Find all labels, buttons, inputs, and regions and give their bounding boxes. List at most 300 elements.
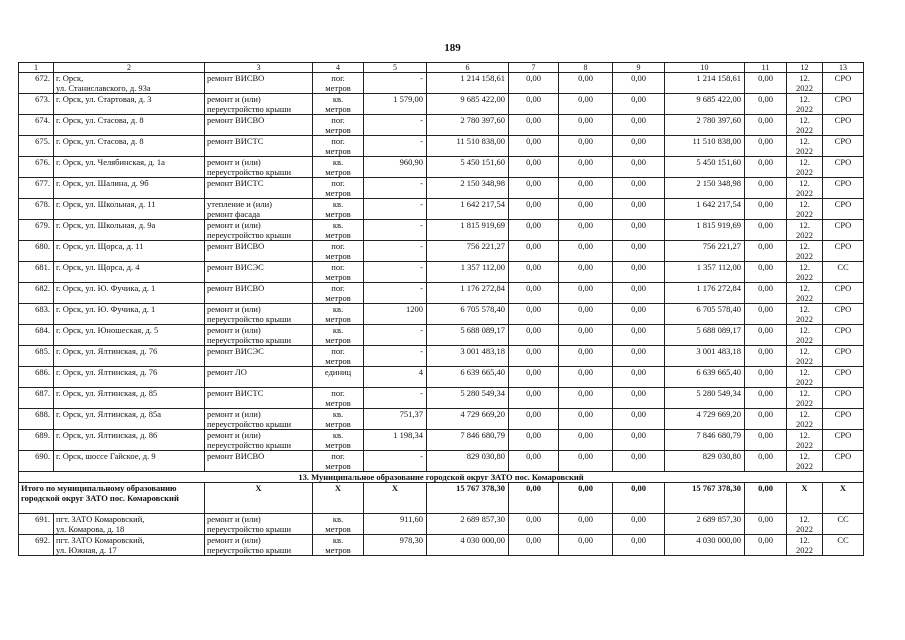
work-type-cell-line: ремонт и (или) (207, 304, 261, 314)
date-cell-line: 12. (799, 451, 810, 461)
column-header-1: 1 (19, 63, 54, 73)
col10-cell: 5 450 151,60 (665, 157, 745, 178)
column-header-3: 3 (205, 63, 313, 73)
address-cell-line: г. Орск, ул. Ялтинская, д. 85а (56, 409, 161, 419)
row-number: 673. (19, 94, 54, 115)
address-cell (54, 157, 205, 178)
work-type-cell-line: ремонт ЛО (207, 367, 247, 377)
unit-cell-line: пог. (331, 451, 345, 461)
col8-cell: 0,00 (559, 220, 613, 241)
date-cell (787, 178, 823, 199)
volume-cell: - (364, 73, 427, 94)
col8-cell: 0,00 (559, 346, 613, 367)
unit-cell (313, 409, 364, 430)
table-row (19, 262, 864, 283)
volume-cell: - (364, 388, 427, 409)
method-cell: СРО (823, 220, 864, 241)
col10-cell: 7 846 680,79 (665, 430, 745, 451)
address-cell (54, 346, 205, 367)
table-row (19, 325, 864, 346)
date-cell-line: 2022 (796, 335, 813, 345)
volume-cell: 751,37 (364, 409, 427, 430)
total-col8: 0,00 (559, 483, 613, 514)
date-cell-line: 12. (799, 325, 810, 335)
col8-cell: 0,00 (559, 157, 613, 178)
col7-cell: 0,00 (509, 451, 559, 472)
date-cell (787, 115, 823, 136)
total-col9: 0,00 (613, 483, 665, 514)
col7-cell: 0,00 (509, 367, 559, 388)
unit-cell-line: метров (325, 188, 351, 198)
unit-cell-line: метров (325, 272, 351, 282)
work-type-cell-line: переустройство крыши (207, 335, 292, 345)
volume-cell: - (364, 115, 427, 136)
total-cost-cell: 2 689 857,30 (427, 514, 509, 535)
unit-cell-line: метров (325, 398, 351, 408)
total-cost-cell: 5 688 089,17 (427, 325, 509, 346)
work-type-cell-line: ремонт и (или) (207, 430, 261, 440)
address-cell (54, 451, 205, 472)
unit-cell (313, 178, 364, 199)
date-cell-line: 2022 (796, 398, 813, 408)
table-row (19, 451, 864, 472)
col8-cell: 0,00 (559, 73, 613, 94)
method-cell: СРО (823, 451, 864, 472)
col9-cell: 0,00 (613, 451, 665, 472)
address-cell-line: ул. Станиславского, д. 93а (56, 83, 151, 93)
col10-cell: 1 357 112,00 (665, 262, 745, 283)
unit-cell-line: пог. (331, 73, 345, 83)
col7-cell: 0,00 (509, 94, 559, 115)
col9-cell: 0,00 (613, 115, 665, 136)
unit-cell-line: метров (325, 356, 351, 366)
unit-cell-line: кв. (332, 535, 344, 545)
date-cell-line: 12. (799, 346, 810, 356)
total-col3: X (205, 483, 313, 514)
work-type-cell (205, 325, 313, 346)
volume-cell: 978,30 (364, 535, 427, 556)
date-cell-line: 12. (799, 178, 810, 188)
method-cell: СС (823, 262, 864, 283)
date-cell-line: 2022 (796, 83, 813, 93)
unit-cell-line: кв. (332, 304, 344, 314)
date-cell (787, 367, 823, 388)
address-cell (54, 514, 205, 535)
col8-cell: 0,00 (559, 178, 613, 199)
date-cell-line: 2022 (796, 167, 813, 177)
unit-cell-line: пог. (331, 388, 345, 398)
col11-cell: 0,00 (745, 178, 787, 199)
column-header-4: 4 (313, 63, 364, 73)
unit-cell-line: метров (325, 230, 351, 240)
col7-cell: 0,00 (509, 325, 559, 346)
method-cell: СС (823, 535, 864, 556)
unit-cell-line: пог. (331, 262, 345, 272)
col9-cell: 0,00 (613, 283, 665, 304)
col9-cell: 0,00 (613, 136, 665, 157)
volume-cell: - (364, 220, 427, 241)
total-col12: X (787, 483, 823, 514)
row-number: 678. (19, 199, 54, 220)
col11-cell: 0,00 (745, 136, 787, 157)
method-cell: СРО (823, 409, 864, 430)
work-type-cell (205, 136, 313, 157)
col9-cell: 0,00 (613, 367, 665, 388)
row-number: 685. (19, 346, 54, 367)
table-row (19, 73, 864, 94)
date-cell-line: 2022 (796, 356, 813, 366)
row-number: 687. (19, 388, 54, 409)
date-cell-line: 2022 (796, 440, 813, 450)
column-number-row (19, 63, 864, 73)
col10-cell: 4 030 000,00 (665, 535, 745, 556)
table-row (19, 241, 864, 262)
work-type-cell-line: ремонт и (или) (207, 220, 261, 230)
col7-cell: 0,00 (509, 241, 559, 262)
unit-cell-line: кв. (332, 430, 344, 440)
date-cell (787, 346, 823, 367)
municipality-total-row (19, 483, 864, 514)
col10-cell: 1 214 158,61 (665, 73, 745, 94)
date-cell-line: 12. (799, 241, 810, 251)
col11-cell: 0,00 (745, 220, 787, 241)
address-cell (54, 73, 205, 94)
col8-cell: 0,00 (559, 262, 613, 283)
work-type-cell-line: переустройство крыши (207, 419, 292, 429)
col11-cell: 0,00 (745, 304, 787, 325)
row-number: 689. (19, 430, 54, 451)
col8-cell: 0,00 (559, 325, 613, 346)
total-cost-cell: 756 221,27 (427, 241, 509, 262)
table-row (19, 94, 864, 115)
column-header-2: 2 (54, 63, 205, 73)
col11-cell: 0,00 (745, 94, 787, 115)
work-type-cell-line: ремонт ВИСЭС (207, 262, 264, 272)
work-type-cell-line: ремонт ВИСТС (207, 136, 264, 146)
volume-cell: 4 (364, 367, 427, 388)
address-cell-line: г. Орск, ул. Щорса, д. 4 (56, 262, 140, 272)
column-header-9: 9 (613, 63, 665, 73)
total-cost-cell: 6 639 665,40 (427, 367, 509, 388)
date-cell (787, 262, 823, 283)
col8-cell: 0,00 (559, 136, 613, 157)
date-cell-line: 12. (799, 115, 810, 125)
work-type-cell (205, 514, 313, 535)
volume-cell: - (364, 262, 427, 283)
table-row (19, 178, 864, 199)
unit-cell-line: пог. (331, 136, 345, 146)
total-col10: 15 767 378,30 (665, 483, 745, 514)
unit-cell (313, 73, 364, 94)
unit-cell (313, 241, 364, 262)
unit-cell-line: метров (325, 209, 351, 219)
col10-cell: 11 510 838,00 (665, 136, 745, 157)
col7-cell: 0,00 (509, 178, 559, 199)
unit-cell-line: метров (325, 125, 351, 135)
work-type-cell-line: переустройство крыши (207, 545, 292, 555)
address-cell (54, 199, 205, 220)
date-cell-line: 2022 (796, 293, 813, 303)
work-type-cell-line: ремонт фасада (207, 209, 261, 219)
date-cell (787, 451, 823, 472)
col8-cell: 0,00 (559, 241, 613, 262)
work-type-cell-line: переустройство крыши (207, 104, 292, 114)
col9-cell: 0,00 (613, 94, 665, 115)
col7-cell: 0,00 (509, 115, 559, 136)
date-cell-line: 2022 (796, 377, 813, 387)
col9-cell: 0,00 (613, 409, 665, 430)
col10-cell: 1 176 272,84 (665, 283, 745, 304)
work-type-cell (205, 451, 313, 472)
total-cost-cell: 2 150 348,98 (427, 178, 509, 199)
col9-cell: 0,00 (613, 535, 665, 556)
total-col4: X (313, 483, 364, 514)
work-type-cell (205, 220, 313, 241)
date-cell-line: 12. (799, 73, 810, 83)
table-row (19, 430, 864, 451)
unit-cell (313, 94, 364, 115)
row-number: 692. (19, 535, 54, 556)
col10-cell: 9 685 422,00 (665, 94, 745, 115)
section-header-row (19, 472, 864, 483)
col8-cell: 0,00 (559, 430, 613, 451)
unit-cell-line: пог. (331, 178, 345, 188)
col11-cell: 0,00 (745, 535, 787, 556)
work-type-cell-line: переустройство крыши (207, 314, 292, 324)
date-cell-line: 2022 (796, 188, 813, 198)
method-cell: СРО (823, 388, 864, 409)
col10-cell: 756 221,27 (665, 241, 745, 262)
total-cost-cell: 9 685 422,00 (427, 94, 509, 115)
work-type-cell-line: ремонт ВИСВО (207, 283, 265, 293)
unit-cell-line: пог. (331, 241, 345, 251)
col7-cell: 0,00 (509, 157, 559, 178)
col7-cell: 0,00 (509, 262, 559, 283)
unit-cell-line: метров (325, 104, 351, 114)
table-row (19, 514, 864, 535)
address-cell-line: г. Орск, ул. Щорса, д. 11 (56, 241, 144, 251)
address-cell (54, 283, 205, 304)
address-cell-line: г. Орск, ул. Стасова, д. 8 (56, 136, 144, 146)
total-col13: X (823, 483, 864, 514)
row-number: 674. (19, 115, 54, 136)
unit-cell-line: кв. (332, 514, 344, 524)
row-number: 690. (19, 451, 54, 472)
unit-cell (313, 451, 364, 472)
date-cell-line: 2022 (796, 146, 813, 156)
col11-cell: 0,00 (745, 262, 787, 283)
col7-cell: 0,00 (509, 346, 559, 367)
work-type-cell-line: ремонт и (или) (207, 514, 261, 524)
work-type-cell-line: ремонт ВИСВО (207, 73, 265, 83)
section-title: 13. Муниципальное образование городской округ ЗАТО пос. Комаровский (19, 472, 864, 483)
address-cell (54, 178, 205, 199)
volume-cell: - (364, 199, 427, 220)
work-type-cell-line: переустройство крыши (207, 440, 292, 450)
total-cost-cell: 4 030 000,00 (427, 535, 509, 556)
work-type-cell (205, 367, 313, 388)
method-cell: СРО (823, 367, 864, 388)
work-type-cell (205, 346, 313, 367)
col11-cell: 0,00 (745, 346, 787, 367)
address-cell (54, 535, 205, 556)
work-type-cell (205, 73, 313, 94)
work-type-cell-line: ремонт ВИСВО (207, 241, 265, 251)
col8-cell: 0,00 (559, 451, 613, 472)
date-cell-line: 2022 (796, 230, 813, 240)
address-cell-line: г. Орск, ул. Стасова, д. 8 (56, 115, 144, 125)
col8-cell: 0,00 (559, 367, 613, 388)
address-cell-line: г. Орск, ул. Школьная, д. 9а (56, 220, 156, 230)
method-cell: СРО (823, 94, 864, 115)
col11-cell: 0,00 (745, 430, 787, 451)
column-header-13: 13 (823, 63, 864, 73)
total-cost-cell: 1 176 272,84 (427, 283, 509, 304)
col10-cell: 2 780 397,60 (665, 115, 745, 136)
date-cell (787, 409, 823, 430)
work-type-cell-line: утепление и (или) (207, 199, 272, 209)
unit-cell-line: единиц (324, 367, 352, 377)
col10-cell: 6 705 578,40 (665, 304, 745, 325)
date-cell-line: 12. (799, 388, 810, 398)
volume-cell: - (364, 178, 427, 199)
method-cell: СРО (823, 73, 864, 94)
work-type-cell (205, 157, 313, 178)
date-cell-line: 12. (799, 262, 810, 272)
date-cell-line: 12. (799, 157, 810, 167)
col10-cell: 1 642 217,54 (665, 199, 745, 220)
row-number: 683. (19, 304, 54, 325)
unit-cell (313, 304, 364, 325)
col9-cell: 0,00 (613, 73, 665, 94)
unit-cell-line: метров (325, 293, 351, 303)
unit-cell (313, 115, 364, 136)
unit-cell-line: метров (325, 251, 351, 261)
work-type-cell-line: ремонт и (или) (207, 157, 261, 167)
col9-cell: 0,00 (613, 388, 665, 409)
col7-cell: 0,00 (509, 220, 559, 241)
col8-cell: 0,00 (559, 388, 613, 409)
page-number: 189 (444, 42, 461, 54)
volume-cell: - (364, 451, 427, 472)
address-cell-line: г. Орск, ул. Ялтинская, д. 76 (56, 346, 158, 356)
col7-cell: 0,00 (509, 409, 559, 430)
col10-cell: 2 689 857,30 (665, 514, 745, 535)
col8-cell: 0,00 (559, 94, 613, 115)
date-cell-line: 2022 (796, 524, 813, 534)
work-type-cell (205, 388, 313, 409)
row-number: 679. (19, 220, 54, 241)
total-cost-cell: 1 642 217,54 (427, 199, 509, 220)
col9-cell: 0,00 (613, 304, 665, 325)
work-type-cell (205, 94, 313, 115)
unit-cell-line: метров (325, 545, 351, 555)
work-type-cell (205, 115, 313, 136)
table-row (19, 535, 864, 556)
method-cell: СРО (823, 136, 864, 157)
col7-cell: 0,00 (509, 535, 559, 556)
table-row (19, 388, 864, 409)
row-number: 682. (19, 283, 54, 304)
total-cost-cell: 11 510 838,00 (427, 136, 509, 157)
col8-cell: 0,00 (559, 514, 613, 535)
address-cell (54, 367, 205, 388)
unit-cell-line: кв. (332, 94, 344, 104)
address-cell-line: ул. Южная, д. 17 (56, 545, 117, 555)
address-cell-line: г. Орск, ул. Челябинская, д. 1а (56, 157, 165, 167)
date-cell (787, 136, 823, 157)
work-type-cell (205, 535, 313, 556)
date-cell (787, 241, 823, 262)
work-type-cell-line: переустройство крыши (207, 167, 292, 177)
method-cell: СРО (823, 241, 864, 262)
work-type-cell (205, 283, 313, 304)
col10-cell: 4 729 669,20 (665, 409, 745, 430)
total-cost-cell: 1 357 112,00 (427, 262, 509, 283)
unit-cell-line: пог. (331, 346, 345, 356)
col7-cell: 0,00 (509, 136, 559, 157)
method-cell: СРО (823, 199, 864, 220)
date-cell-line: 12. (799, 136, 810, 146)
total-cost-cell: 7 846 680,79 (427, 430, 509, 451)
address-cell-line: г. Орск, ул. Ялтинская, д. 85 (56, 388, 158, 398)
col10-cell: 1 815 919,69 (665, 220, 745, 241)
unit-cell-line: метров (325, 524, 351, 534)
total-cost-cell: 3 001 483,18 (427, 346, 509, 367)
total-sum: 15 767 378,30 (427, 483, 509, 514)
address-cell-line: пгт. ЗАТО Комаровский, (56, 535, 145, 545)
date-cell-line: 2022 (796, 125, 813, 135)
row-number: 676. (19, 157, 54, 178)
col11-cell: 0,00 (745, 115, 787, 136)
address-cell (54, 430, 205, 451)
work-type-cell-line: ремонт и (или) (207, 535, 261, 545)
unit-cell (313, 346, 364, 367)
column-header-12: 12 (787, 63, 823, 73)
col7-cell: 0,00 (509, 388, 559, 409)
table-row (19, 220, 864, 241)
unit-cell-line: метров (325, 314, 351, 324)
col7-cell: 0,00 (509, 514, 559, 535)
row-number: 688. (19, 409, 54, 430)
date-cell-line: 12. (799, 304, 810, 314)
date-cell (787, 73, 823, 94)
total-cost-cell: 1 214 158,61 (427, 73, 509, 94)
unit-cell-line: кв. (332, 325, 344, 335)
table-row (19, 346, 864, 367)
work-type-cell-line: ремонт ВИСЭС (207, 346, 264, 356)
col8-cell: 0,00 (559, 283, 613, 304)
date-cell-line: 12. (799, 535, 810, 545)
address-cell-line: г. Орск, ул. Ялтинская, д. 86 (56, 430, 158, 440)
unit-cell (313, 325, 364, 346)
table-row (19, 157, 864, 178)
column-header-10: 10 (665, 63, 745, 73)
volume-cell: 1200 (364, 304, 427, 325)
col8-cell: 0,00 (559, 304, 613, 325)
col9-cell: 0,00 (613, 157, 665, 178)
unit-cell (313, 367, 364, 388)
volume-cell: - (364, 241, 427, 262)
col9-cell: 0,00 (613, 430, 665, 451)
row-number: 684. (19, 325, 54, 346)
unit-cell (313, 220, 364, 241)
work-type-cell-line: переустройство крыши (207, 230, 292, 240)
method-cell: СРО (823, 346, 864, 367)
table-row (19, 199, 864, 220)
unit-cell (313, 262, 364, 283)
unit-cell (313, 388, 364, 409)
